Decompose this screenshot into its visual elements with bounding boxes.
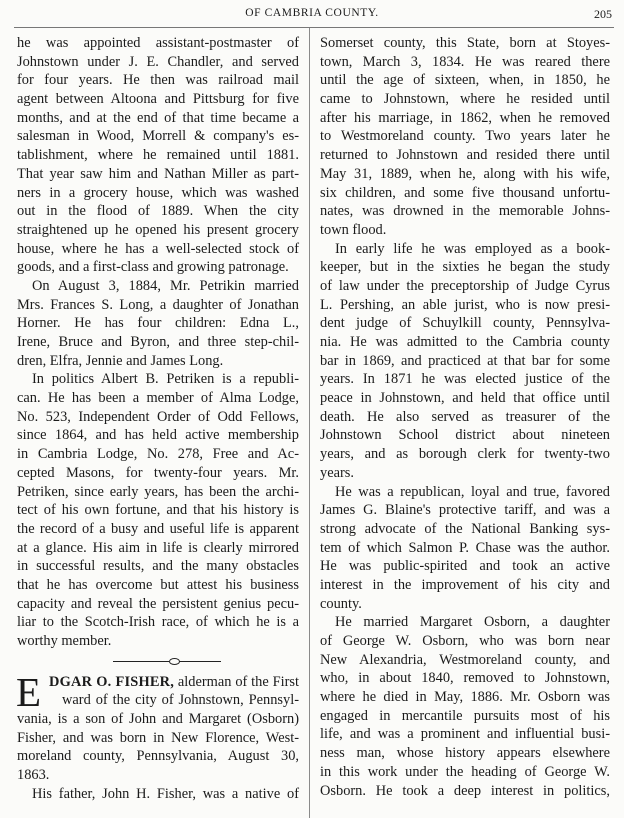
paragraph-start-line: On August 3, 1884, Mr. Petrikin married [32, 277, 299, 294]
text-line: to Westmoreland county. Two years later he [320, 128, 610, 145]
text-line: returned to Johnstown and resided there until [320, 147, 610, 164]
text-line: he was appointed assistant-postmaster of [17, 35, 299, 51]
text-line: liar to the Scotch-Irish race, of which he is a [17, 614, 299, 631]
text-line: 1863. [17, 767, 50, 784]
ornament-rule-left [113, 661, 169, 662]
running-head: OF CAMBRIA COUNTY. [245, 7, 379, 19]
column-divider [309, 28, 310, 818]
text-line: six children, and some five thousand unfortu- [320, 184, 610, 201]
text-line: salesman in Wood, Morrell & company's es- [17, 128, 299, 145]
text-line: years. [320, 464, 354, 481]
text-line: nia. He was admitted to the Cambria county [320, 334, 610, 350]
text-line: goods, and a first-class and growing patronage. [17, 259, 289, 276]
text-line: straightened up he opened his present grocery [17, 221, 299, 238]
text-line: dren, Elfra, Jennie and James Long. [17, 352, 224, 369]
text-line: cepted Masons, for twenty-four years. Mr. [17, 464, 299, 481]
text-line: He was public-spirited and took an active [320, 558, 610, 575]
text-line: Fisher, and was born in New Florence, West- [17, 729, 299, 746]
text-line: strong advocate of the National Banking sys- [320, 520, 610, 537]
text-line: engaged in mercantile pursuits most of his [320, 707, 610, 724]
section-ornament [17, 651, 299, 673]
text-line: at a glance. His aim in life is clearly mirrored [17, 539, 299, 556]
fisher-entry [16, 668, 299, 804]
text-line: moreland county, Pennsylvania, August 30, [17, 748, 299, 765]
text-line: interest in the improvement of his city and [320, 576, 610, 593]
text-line: capacity and reveal the persistent genius pecu- [17, 595, 299, 612]
text-line: since 1864, and has held active membership [17, 427, 299, 444]
right-column [320, 34, 610, 800]
text-line: that he has overcome but attest his business [17, 576, 299, 593]
text-line: keeper, but in the sixties he began the study [320, 259, 610, 276]
text-line: in Cambria Lodge, No. 278, Free and Ac- [17, 446, 299, 463]
text-line: ness man, whose history appears elsewhere [320, 745, 610, 762]
text-line: for four years. He then was railroad mail [17, 72, 299, 89]
text-line: house, where he has a well-selected stock of [17, 240, 299, 257]
page-header [0, 0, 624, 28]
text-line: town, March 3, 1834. He was reared there [320, 53, 610, 70]
paragraph-start-line: He was a republican, loyal and true, favored [335, 483, 610, 500]
text-line: the record of a busy and useful life is apparent [17, 520, 299, 537]
text-line: after his marriage, in 1862, when he removed [320, 109, 610, 126]
text-line: Mrs. Frances S. Long, a daughter of Jonathan [17, 296, 299, 313]
text-line: years. In 1871 he was elected justice of the [320, 371, 610, 388]
text-line: agent between Altoona and Pittsburg for five [17, 91, 299, 108]
text-line: out in the flood of 1889. When the city [17, 203, 299, 220]
ornament-rule-right [179, 661, 221, 662]
entry-first-line [17, 673, 299, 692]
drop-cap: E [16, 668, 42, 715]
text-line: Johnstown under J. E. Chandler, and served [17, 53, 299, 70]
text-line: New Alexandria, Westmoreland county, and [320, 651, 610, 668]
text-line: who, in about 1840, removed to Johnstown, [320, 670, 610, 687]
text-line: in successful results, and the many obstacles [17, 558, 299, 575]
text-line: of George W. Osborn, who was born near [320, 633, 610, 649]
text-line: Johnstown School district about nineteen [320, 427, 610, 444]
text-line: where he died in May, 1886. Mr. Osborn was [320, 689, 610, 706]
text-line: James G. Blaine's protective tariff, and was a [320, 502, 610, 519]
page-number: 205 [594, 7, 612, 21]
text-line: bar in 1869, and practiced at that bar for some [320, 352, 610, 369]
text-line: years, and as borough clerk for twenty-two [320, 446, 610, 463]
text-line: county. [320, 595, 362, 612]
text-line: Petriken, since early years, has been the archi- [17, 483, 299, 500]
text-line: death. He also served as treasurer of the [320, 408, 610, 425]
text-line: Somerset county, this State, born at Stoyes- [320, 35, 610, 51]
text-line: peace in Johnstown, and held that office until [320, 390, 610, 407]
text-line: can. He has been a member of Alma Lodge, [17, 390, 299, 407]
text-line: months, and at the end of that time became a [17, 109, 299, 126]
paragraph-start-line: His father, John H. Fisher, was a native of [32, 785, 299, 802]
text-line: in this work under the heading of George W. [320, 763, 610, 780]
text-line: tect of his own fortune, and that his history is [17, 502, 299, 519]
text-line: Osborn. He took a deep interest in politics, [320, 782, 610, 799]
text-line: worthy member. [17, 633, 112, 649]
text-line: tem of which Salmon P. Chase was the author. [320, 539, 610, 556]
text-line: nates, was drowned in the memorable Johns- [320, 203, 610, 220]
left-column [17, 34, 299, 804]
text-line: tablishment, where he remained until 1881. [17, 147, 299, 164]
text-line: dent judge of Schuylkill county, Pennsylva- [320, 315, 610, 332]
text-line: until the age of sixteen, when, in 1850, he [320, 72, 610, 89]
text-line: town flood. [320, 221, 387, 238]
text-line: life, and was a prominent and influential busi- [320, 726, 610, 743]
text-line: L. Pershing, an able jurist, who is now presi- [320, 296, 610, 313]
text-line: vania, is a son of John and Margaret (Osborn) [17, 711, 299, 728]
entry-name: DGAR O. FISHER, [49, 673, 175, 690]
text-line: May 31, 1889, when he, along with his wife, [320, 165, 610, 182]
paragraph-start-line: He married Margaret Osborn, a daughter [335, 614, 610, 631]
text-line: of law under the preceptorship of Judge Cyrus [320, 277, 610, 294]
text-line: No. 523, Independent Order of Odd Fellows, [17, 408, 299, 425]
text-line: ners in a grocery house, which was washed [17, 184, 299, 201]
text-line: That year saw him and Nathan Miller as part- [17, 165, 299, 182]
entry-first-line-text: alderman of the First [174, 673, 299, 690]
text-line: Irene, Bruce and Byron, and three step-chil- [17, 334, 299, 350]
paragraph-start-line: In early life he was employed as a book- [335, 240, 610, 257]
text-line: Horner. He has four children: Edna L., [17, 315, 299, 332]
paragraph-start-line: In politics Albert B. Petriken is a republi- [32, 371, 299, 388]
text-line: ward of the city of Johnstown, Pennsyl- [62, 692, 299, 709]
header-rule [14, 27, 614, 28]
text-line: came to Johnstown, where he resided until [320, 91, 610, 108]
